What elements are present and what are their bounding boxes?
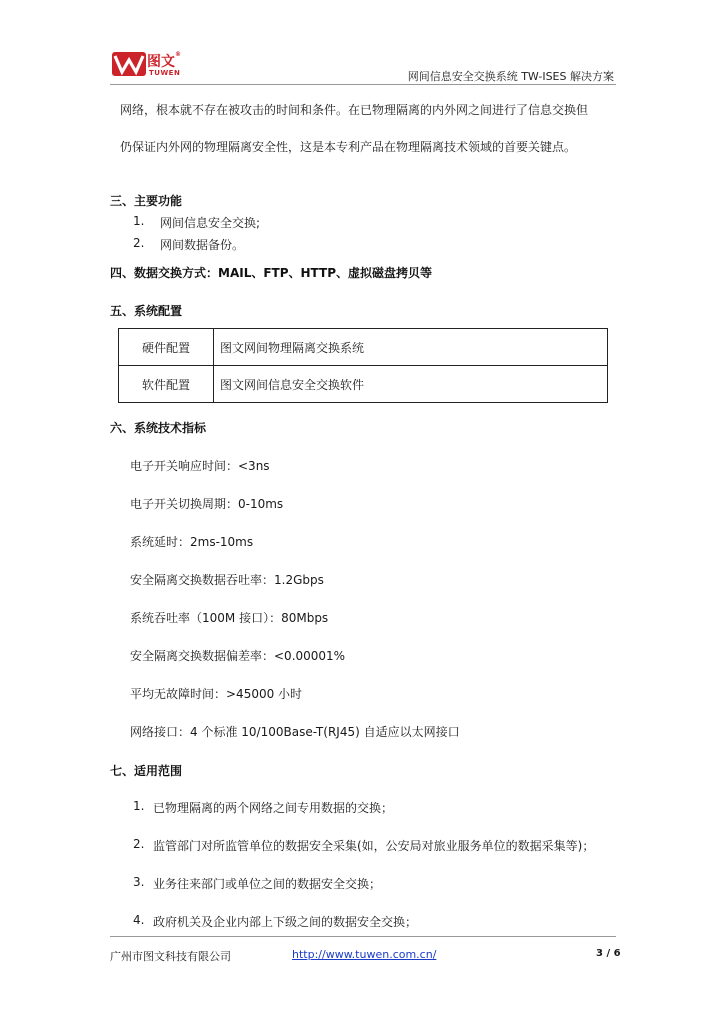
header-divider <box>110 84 616 85</box>
logo-english-text: TUWEN <box>149 69 181 77</box>
intro-line-1: 网络，根本就不存在被攻击的时间和条件。在已物理隔离的内外网之间进行了信息交换但 <box>120 103 589 117</box>
spec-item: 安全隔离交换数据吞吐率：1.2Gbps <box>130 573 324 587</box>
function-item-text: 网间数据备份。 <box>160 238 245 252</box>
spec-item: 平均无故障时间：>45000 小时 <box>130 687 303 701</box>
scope-item-text: 已物理隔离的两个网络之间专用数据的交换； <box>153 801 394 815</box>
table-row <box>119 366 608 403</box>
function-item-number: 1. <box>133 214 145 228</box>
config-key-cell: 软件配置 <box>119 366 214 403</box>
company-logo <box>112 50 192 80</box>
spec-item: 网络接口：4 个标准 10/100Base-T(RJ45) 自适应以太网接口 <box>130 725 460 739</box>
spec-item: 系统延时：2ms-10ms <box>130 535 254 549</box>
spec-item: 电子开关响应时间：<3ns <box>130 459 270 473</box>
config-value-cell: 图文网间信息安全交换软件 <box>214 366 608 403</box>
spec-item: 系统吞吐率（100M 接口）：80Mbps <box>130 611 329 625</box>
logo-chinese-text: 图文® <box>147 51 181 70</box>
function-item-number: 2. <box>133 236 145 250</box>
config-value-cell: 图文网间物理隔离交换系统 <box>214 329 608 366</box>
scope-item-text: 业务往来部门或单位之间的数据安全交换； <box>153 877 382 891</box>
spec-item: 安全隔离交换数据偏差率：<0.00001% <box>130 649 346 663</box>
section-4-heading: 四、数据交换方式：MAIL、FTP、HTTP、虚拟磁盘拷贝等 <box>110 266 433 280</box>
config-key-cell: 硬件配置 <box>119 329 214 366</box>
scope-item-number: 2. <box>133 837 145 851</box>
scope-item-number: 3. <box>133 875 145 889</box>
scope-item-text: 政府机关及企业内部上下级之间的数据安全交换； <box>153 915 418 929</box>
system-config-table <box>118 328 608 403</box>
section-7-heading: 七、适用范围 <box>110 764 183 778</box>
scope-item-number: 1. <box>133 799 145 813</box>
scope-item-number: 4. <box>133 913 145 927</box>
section-5-heading: 五、系统配置 <box>110 304 183 318</box>
table-row <box>119 329 608 366</box>
section-6-heading: 六、系统技术指标 <box>110 421 207 435</box>
footer-website-link[interactable]: http://www.tuwen.com.cn/ <box>292 948 437 961</box>
intro-line-2: 仍保证内外网的物理隔离安全性，这是本专利产品在物理隔离技术领域的首要关键点。 <box>120 140 577 154</box>
document-title: 网间信息安全交换系统 TW-ISES 解决方案 <box>407 70 614 83</box>
spec-item: 电子开关切换周期：0-10ms <box>130 497 284 511</box>
tuwen-w-logo-icon <box>112 52 146 76</box>
footer-company: 广州市图文科技有限公司 <box>110 950 231 963</box>
section-3-heading: 三、主要功能 <box>110 194 183 208</box>
footer-divider <box>110 936 616 937</box>
scope-item-text: 监管部门对所监管单位的数据安全采集(如，公安局对旅业服务单位的数据采集等)； <box>153 839 595 853</box>
function-item-text: 网间信息安全交换; <box>160 216 261 230</box>
page-number: 3 / 6 <box>596 948 621 959</box>
